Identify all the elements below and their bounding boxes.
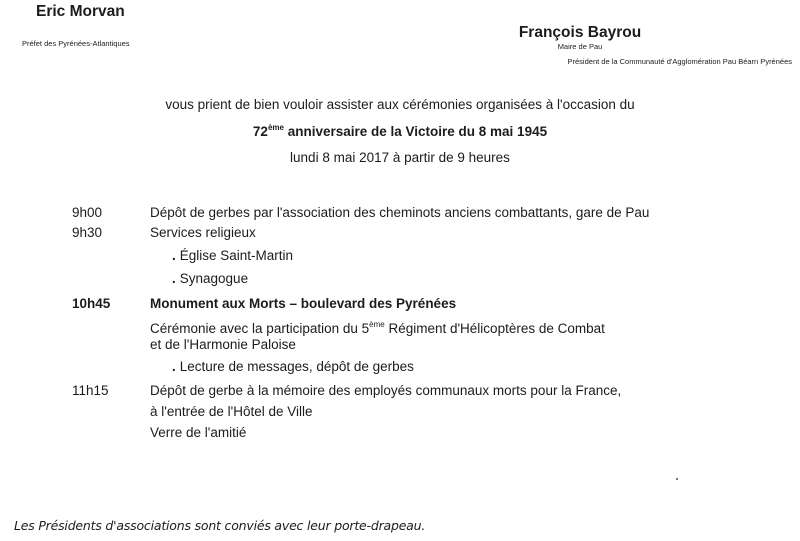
footer-note: Les Présidents d'associations sont conviés avec leur porte-drapeau. [14, 518, 426, 533]
mayor-name: François Bayrou [518, 24, 642, 41]
desc-part-a: Cérémonie avec la participation du 5 [150, 321, 370, 336]
item-9h00-text: Dépôt de gerbes par l'association des cheminots anciens combattants, gare de Pau [150, 205, 650, 220]
desc-part-b: Régiment d'Hélicoptères de Combat [384, 321, 605, 336]
prefect-title: Préfet des Pyrénées-Atlantiques [22, 39, 130, 48]
prefect-name: Eric Morvan [36, 3, 125, 20]
mayor-title: Maire de Pau [557, 42, 603, 51]
title-rest: anniversaire de la Victoire du 8 mai 1945 [283, 124, 548, 139]
item-10h45-title: Monument aux Morts – boulevard des Pyrénées [150, 296, 457, 311]
scan-speck [676, 478, 678, 480]
mayor-block [400, 23, 792, 66]
list-item [172, 271, 248, 286]
event-title [0, 123, 800, 139]
event-date: lundi 8 mai 2017 à partir de 9 heures [290, 150, 510, 165]
item-10h45-desc-line1 [150, 320, 605, 336]
bullet-icon: . [172, 271, 176, 286]
time-11h15: 11h15 [72, 383, 109, 398]
list-item [172, 359, 414, 374]
item-11h15-line3: Verre de l'amitié [150, 425, 247, 440]
title-superscript: ème [267, 123, 284, 132]
bullet-text: Église Saint-Martin [179, 248, 294, 263]
item-9h30-text: Services religieux [150, 225, 256, 240]
desc-superscript: ème [369, 320, 385, 329]
time-10h45: 10h45 [72, 296, 111, 311]
item-11h15-line2: à l'entrée de l'Hôtel de Ville [150, 404, 313, 419]
bullet-icon: . [172, 359, 176, 374]
list-item [172, 248, 293, 263]
title-number: 72 [252, 124, 268, 139]
item-11h15-line1: Dépôt de gerbe à la mémoire des employés communaux morts pour la France, [150, 383, 622, 398]
time-9h00: 9h00 [72, 205, 103, 220]
invitation-intro: vous prient de bien vouloir assister aux cérémonies organisées à l'occasion du [165, 97, 635, 112]
bullet-icon: . [172, 248, 176, 263]
bullet-text: Synagogue [179, 271, 249, 286]
agglomeration-title: Président de la Communauté d'Agglomération Pau Béarn Pyrénées [567, 57, 792, 66]
item-10h45-desc-line2: et de l'Harmonie Paloise [150, 337, 296, 352]
time-9h30: 9h30 [72, 225, 103, 240]
bullet-text: Lecture de messages, dépôt de gerbes [179, 359, 414, 374]
